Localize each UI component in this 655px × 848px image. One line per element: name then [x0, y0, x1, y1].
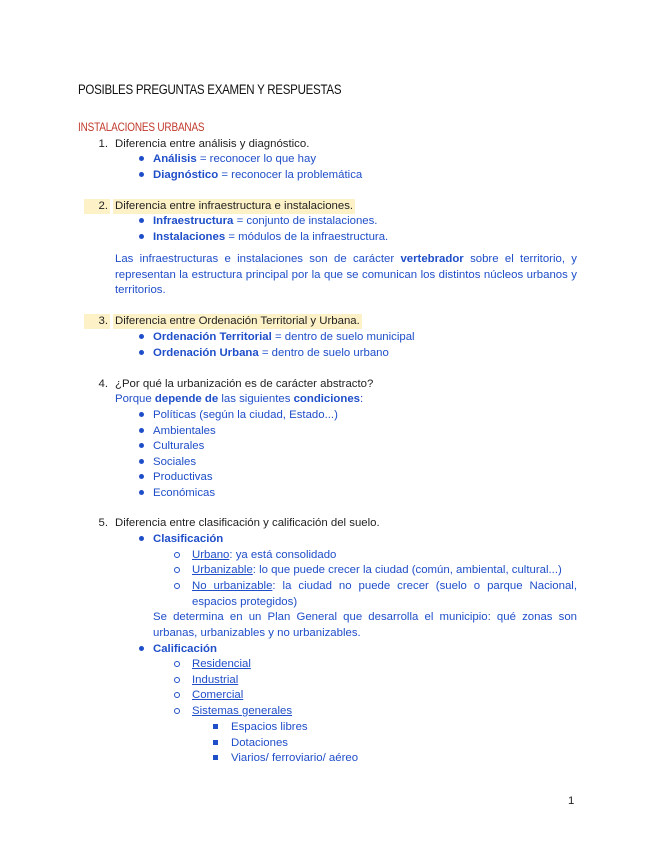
list-item: Infraestructura = conjunto de instalaciones. — [153, 215, 378, 227]
bullet-icon — [139, 490, 144, 495]
list-item: Urbano: ya está consolidado — [192, 549, 337, 561]
list-item: Viarios/ ferroviario/ aéreo — [231, 752, 359, 764]
paragraph: Porque depende de las siguientes condiciones: — [115, 393, 364, 405]
bullet-icon — [139, 334, 144, 339]
question-number: 1. — [98, 138, 108, 150]
question-number: 4. — [98, 378, 108, 390]
bullet-icon — [139, 350, 144, 355]
list-item: Diagnóstico = reconocer la problemática — [153, 169, 363, 181]
question-number: 2. — [84, 199, 110, 214]
list-item: No urbanizable: la ciudad no puede crecer (suelo o parque Nacional, espacios protegidos) — [192, 580, 577, 608]
bullet-icon — [139, 646, 144, 651]
list-item: Instalaciones = módulos de la infraestructura. — [153, 231, 389, 243]
document-title: POSIBLES PREGUNTAS EXAMEN Y RESPUESTAS — [78, 82, 342, 97]
question-text: Diferencia entre análisis y diagnóstico. — [115, 138, 310, 150]
bullet-icon — [139, 234, 144, 239]
paragraph: Las infraestructuras e instalaciones son de carácter vertebrador sobre el territorio, y representan la estructura principal por la que se comunican los distintos núcleos urbanos y territorios. — [115, 253, 577, 296]
bullet-icon — [139, 218, 144, 223]
list-item: Productivas — [153, 471, 213, 483]
circle-bullet-icon — [174, 692, 180, 698]
square-bullet-icon — [213, 740, 218, 745]
list-item: Urbanizable: lo que puede crecer la ciudad (común, ambiental, cultural...) — [192, 564, 562, 576]
bullet-icon — [139, 412, 144, 417]
bullet-icon — [139, 459, 144, 464]
list-item: Sociales — [153, 456, 197, 468]
circle-bullet-icon — [174, 708, 180, 714]
question-text: Diferencia entre Ordenación Territorial y Urbana. — [115, 315, 360, 327]
list-item: Ordenación Urbana = dentro de suelo urbano — [153, 347, 389, 359]
bullet-icon — [139, 172, 144, 177]
list-item: Ambientales — [153, 425, 216, 437]
list-item: Políticas (según la ciudad, Estado...) — [153, 409, 338, 421]
circle-bullet-icon — [174, 552, 180, 558]
subheading-calificacion: Calificación — [153, 643, 217, 655]
subheading-clasificacion: Clasificación — [153, 533, 224, 545]
paragraph: Se determina en un Plan General que desarrolla el municipio: qué zonas son urbanas, urbanizables y no urbanizables. — [153, 611, 577, 639]
list-item: Económicas — [153, 487, 216, 499]
list-item: Análisis = reconocer lo que hay — [153, 153, 317, 165]
list-item: Dotaciones — [231, 737, 288, 749]
list-item: Sistemas generales — [192, 705, 293, 717]
section-title: INSTALACIONES URBANAS — [78, 121, 205, 134]
list-item: Industrial — [192, 674, 239, 686]
bullet-icon — [139, 428, 144, 433]
circle-bullet-icon — [174, 567, 180, 573]
question-text: Diferencia entre clasificación y calificación del suelo. — [115, 517, 380, 529]
page-number: 1 — [568, 795, 575, 807]
list-item: Residencial — [192, 658, 251, 670]
circle-bullet-icon — [174, 583, 180, 589]
question-text: Diferencia entre infraestructura e instalaciones. — [115, 200, 354, 212]
bullet-icon — [139, 536, 144, 541]
circle-bullet-icon — [174, 661, 180, 667]
bullet-icon — [139, 156, 144, 161]
list-item: Comercial — [192, 689, 244, 701]
question-text: ¿Por qué la urbanización es de carácter abstracto? — [115, 378, 374, 390]
bullet-icon — [139, 443, 144, 448]
square-bullet-icon — [213, 724, 218, 729]
list-item: Culturales — [153, 440, 205, 452]
bullet-icon — [139, 474, 144, 479]
question-number: 3. — [84, 314, 110, 329]
list-item: Ordenación Territorial = dentro de suelo municipal — [153, 331, 415, 343]
square-bullet-icon — [213, 755, 218, 760]
question-number: 5. — [98, 517, 108, 529]
circle-bullet-icon — [174, 677, 180, 683]
list-item: Espacios libres — [231, 721, 308, 733]
